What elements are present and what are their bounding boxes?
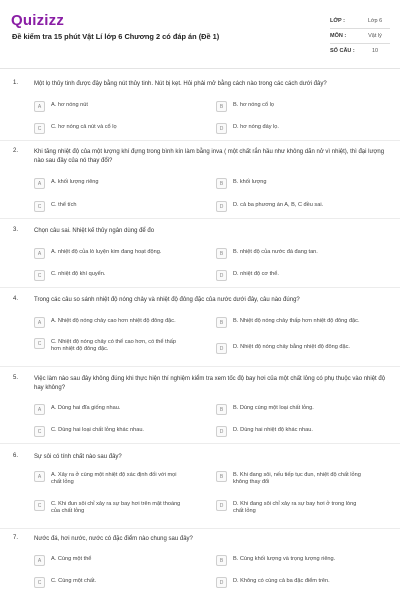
option-letter-box: C [34,201,45,212]
option-text: C. thể tích [51,202,77,208]
option-letter-box: B [216,248,227,259]
option-letter-box: B [216,317,227,328]
option-text: C. Nhiệt độ nóng chảy có thể cao hơn, có thể thấp hơn nhiệt độ đông đặc. [51,339,176,353]
option-a[interactable] [34,101,184,112]
question-divider [0,218,400,219]
option-text: C. nhiệt độ khí quyển. [51,271,106,277]
option-d[interactable] [216,500,366,515]
option-text: B. khối lượng [233,179,267,185]
option-a[interactable] [34,317,184,328]
question-divider [0,287,400,288]
meta-value: Vật lý [368,33,382,39]
option-letter-box: D [216,500,227,511]
option-d[interactable] [216,201,366,212]
option-c[interactable] [34,500,184,515]
header-divider [0,68,400,69]
option-a[interactable] [34,178,184,189]
quizizz-logo: Quizizz [11,12,65,29]
option-text: A. Nhiệt độ nóng chảy cao hơn nhiệt độ đông đặc. [51,318,176,324]
question-number: 2. [13,148,19,154]
meta-label: LỚP : [330,18,345,24]
option-text: B. Cùng khối lượng và trọng lượng riêng. [233,556,336,562]
meta-label: SỐ CÂU : [330,48,355,54]
meta-value: Lớp 6 [367,18,383,24]
option-letter-box: B [216,101,227,112]
option-a[interactable] [34,555,184,566]
option-letter-box: A [34,317,45,328]
option-letter-box: D [216,577,227,588]
option-text: D. Dùng hai nhiệt độ khác nhau. [233,427,313,433]
option-letter-box: D [216,426,227,437]
meta-row-count [330,44,390,58]
question-text: Chọn câu sai. Nhiệt kế thủy ngân dùng để đo [34,228,155,234]
option-letter-box: C [34,426,45,437]
option-text: C. Dùng hai loại chất lỏng khác nhau. [51,427,144,433]
option-letter-box: A [34,178,45,189]
option-letter-box: D [216,343,227,354]
option-d[interactable] [216,426,366,437]
option-c[interactable] [34,338,184,353]
option-a[interactable] [34,471,184,486]
option-text: B. Nhiệt độ nóng chảy thấp hơn nhiệt độ đông đặc. [233,318,360,324]
question-number: 7. [13,535,19,541]
option-text: C. Khi đun sôi chỉ xảy ra sự bay hơi trên mặt thoáng của chất lỏng [51,501,181,515]
question-number: 1. [13,80,19,86]
option-letter-box: A [34,404,45,415]
option-d[interactable] [216,270,366,281]
option-b[interactable] [216,555,366,566]
meta-row-grade [330,14,390,29]
question-divider [0,366,400,367]
option-d[interactable] [216,343,366,354]
question-text: Trong các câu so sánh nhiệt độ nóng chảy và nhiệt độ đông đặc của nước dưới đây, câu nào đúng? [34,297,300,303]
question-number: 3. [13,227,19,233]
option-text: D. Không có cùng cả ba đặc điểm trên. [233,578,330,584]
question-text: Một lọ thủy tinh được đậy bằng nút thủy tinh. Nút bị kẹt. Hỏi phải mở bằng cách nào trong các cách dưới đây? [34,81,327,87]
option-b[interactable] [216,178,366,189]
option-a[interactable] [34,248,184,259]
option-b[interactable] [216,317,366,328]
meta-row-subject [330,29,390,44]
option-d[interactable] [216,123,366,134]
option-b[interactable] [216,248,366,259]
option-letter-box: B [216,178,227,189]
option-text: B. Khi đang sôi, nếu tiếp tục đun, nhiệt độ chất lỏng không thay đổi [233,472,361,486]
option-c[interactable] [34,201,184,212]
option-text: A. khối lượng riêng [51,179,99,185]
option-b[interactable] [216,404,366,415]
option-letter-box: D [216,270,227,281]
option-letter-box: C [34,500,45,511]
option-letter-box: B [216,404,227,415]
option-letter-box: A [34,555,45,566]
question-text: Sự sôi có tính chất nào sau đây? [34,454,122,460]
option-letter-box: B [216,471,227,482]
option-text: A. hơ nóng nút [51,102,88,108]
option-text: D. nhiệt độ cơ thể. [233,271,279,277]
option-text: D. Nhiệt độ nóng chảy bằng nhiệt độ đông đặc. [233,344,350,350]
option-c[interactable] [34,123,184,134]
option-text: B. nhiệt độ của nước đá đang tan. [233,249,318,255]
option-text: B. Dùng cùng một loại chất lỏng. [233,405,314,411]
option-text: D. hơ nóng đáy lọ. [233,124,279,130]
option-b[interactable] [216,101,366,112]
question-divider [0,528,400,529]
option-c[interactable] [34,270,184,281]
option-text: D. Khi đang sôi chỉ xảy ra sự bay hơi ở trong lòng chất lỏng [233,501,357,515]
meta-box [330,14,390,58]
option-letter-box: A [34,471,45,482]
option-d[interactable] [216,577,366,588]
question-number: 4. [13,296,19,302]
option-text: A. Cùng một thể [51,556,92,562]
question-number: 6. [13,453,19,459]
option-letter-box: C [34,338,45,349]
question-text: Việc làm nào sau đây không đúng khi thực hiện thí nghiệm kiểm tra xem tốc độ bay hơi của một chất lỏng có phụ thuộc vào nhiệt độ hay không? [34,376,386,391]
option-text: A. Dùng hai đĩa giống nhau. [51,405,121,411]
option-letter-box: B [216,555,227,566]
question-divider [0,443,400,444]
question-divider [0,140,400,141]
option-text: A. Xảy ra ở cùng một nhiệt độ xác định đối với mọi chất lỏng [51,472,177,486]
question-text: Khi tăng nhiệt độ của một lượng khí đựng trong bình kín làm bằng inva ( một chất rắn hầu như không dãn nở vì nhiệt), thì đại lượng nào sau đây của nó thay đổi? [34,149,385,164]
option-letter-box: D [216,123,227,134]
option-c[interactable] [34,426,184,437]
option-b[interactable] [216,471,366,486]
option-a[interactable] [34,404,184,415]
option-letter-box: A [34,101,45,112]
option-text: C. hơ nóng cả nút và cổ lọ [51,124,117,130]
option-c[interactable] [34,577,184,588]
option-letter-box: C [34,577,45,588]
option-letter-box: C [34,123,45,134]
question-text: Nước đá, hơi nước, nước có đặc điểm nào chung sau đây? [34,536,193,542]
question-number: 5. [13,375,19,381]
page-title: Đề kiểm tra 15 phút Vật Lí lớp 6 Chương 2 có đáp án (Đề 1) [12,32,220,41]
option-letter-box: C [34,270,45,281]
option-text: D. cả ba phương án A, B, C đều sai. [233,202,324,208]
option-letter-box: A [34,248,45,259]
option-text: B. hơ nóng cổ lọ [233,102,274,108]
meta-value: 10 [371,48,379,54]
worksheet-header [0,0,400,66]
meta-label: MÔN : [330,33,347,39]
option-text: A. nhiệt độ của lò luyện kim đang hoạt động. [51,249,162,255]
option-letter-box: D [216,201,227,212]
option-text: C. Cùng một chất. [51,578,97,584]
